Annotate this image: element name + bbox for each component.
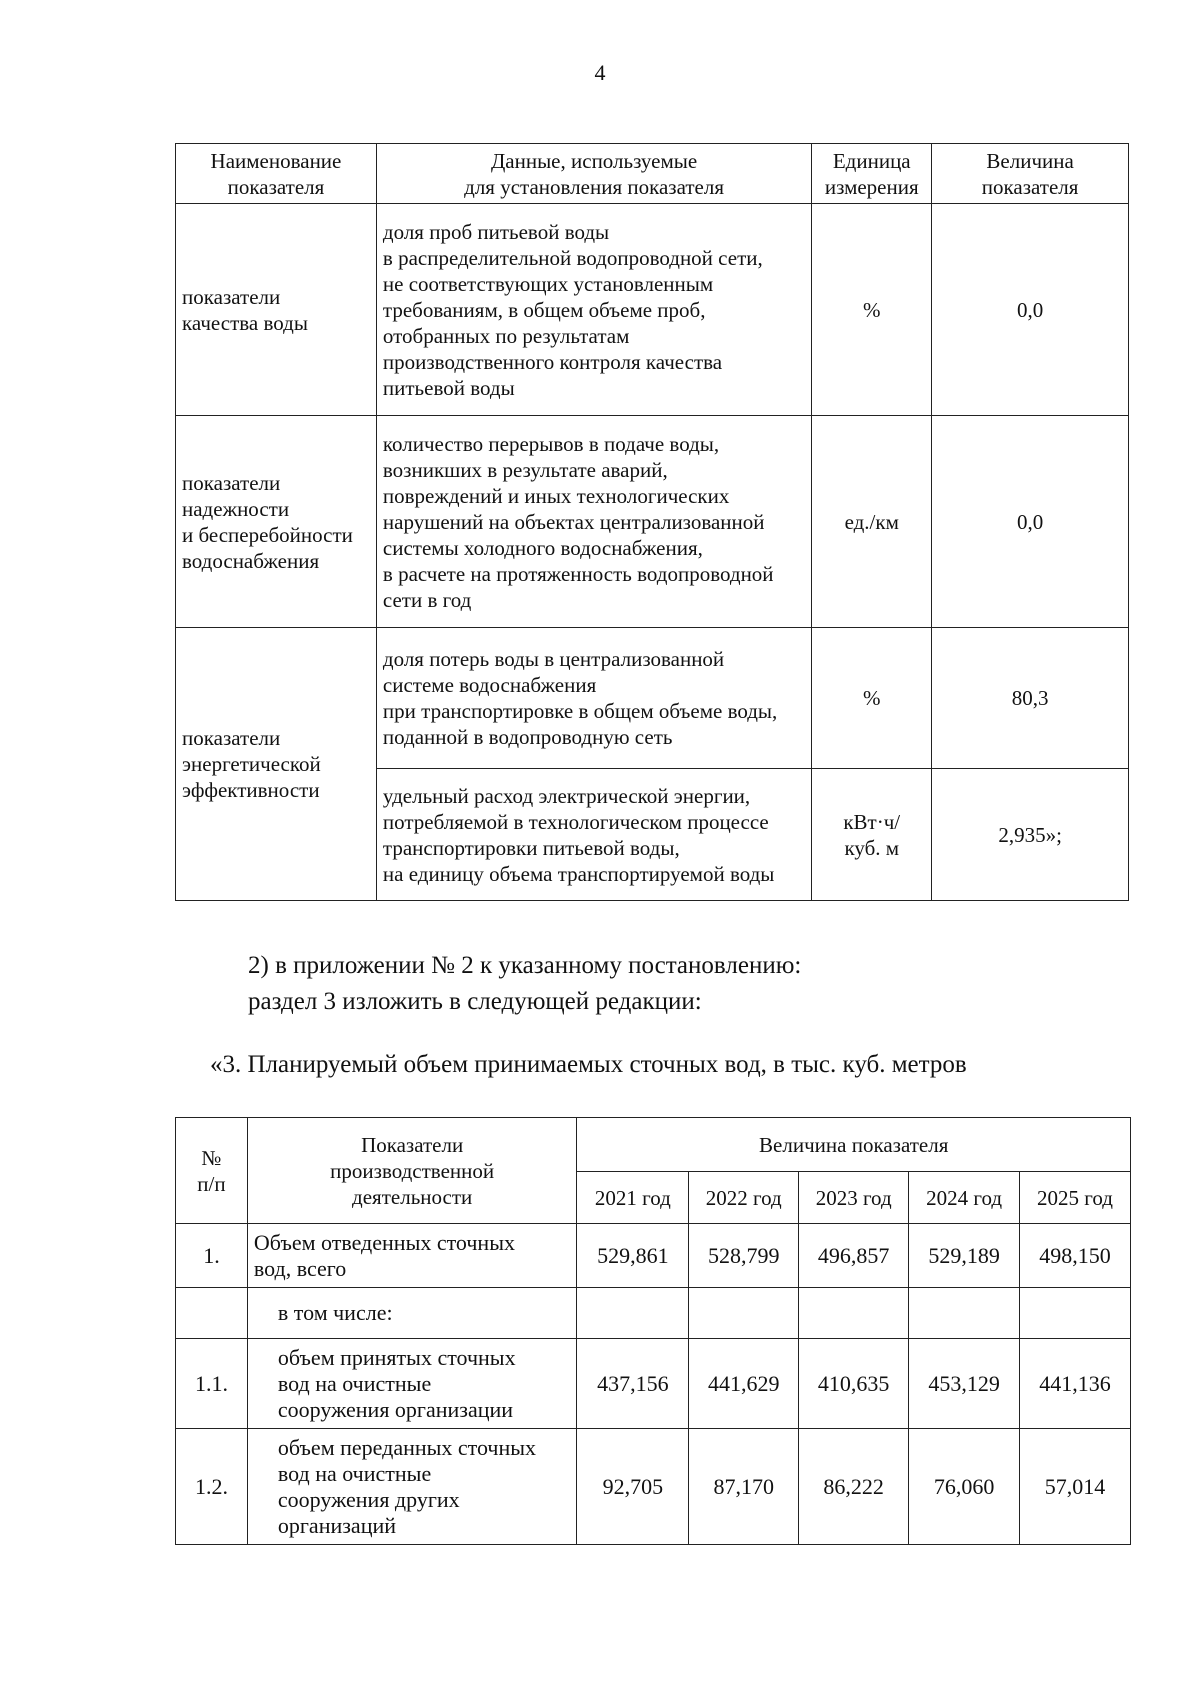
- table-row: [176, 204, 1129, 416]
- row-value: [689, 1288, 799, 1339]
- indicator-unit: кВт·ч/ куб. м: [812, 769, 932, 901]
- header-year: 2022 год: [689, 1172, 799, 1224]
- row-value: 92,705: [577, 1429, 689, 1545]
- wastewater-volume-table: [175, 1117, 1131, 1545]
- indicator-unit: %: [812, 204, 932, 416]
- indicators-table-header: [176, 144, 1129, 204]
- row-indicator: Объем отведенных сточных вод, всего: [247, 1224, 577, 1288]
- table-row: [176, 628, 1129, 769]
- header-value: Величина показателя: [932, 144, 1129, 204]
- indicator-data: доля потерь воды в централизованной системе водоснабжения при транспортировке в общем объеме воды, поданной в водопроводную сеть: [376, 628, 811, 769]
- table-row: [176, 1339, 1131, 1429]
- row-indicator: в том числе:: [247, 1288, 577, 1339]
- row-indicator: объем переданных сточных вод на очистные сооружения других организаций: [247, 1429, 577, 1545]
- row-value: 57,014: [1020, 1429, 1131, 1545]
- row-indicator: объем принятых сточных вод на очистные сооружения организации: [247, 1339, 577, 1429]
- wastewater-table-header: [176, 1118, 1131, 1172]
- row-value: 437,156: [577, 1339, 689, 1429]
- row-value: 498,150: [1020, 1224, 1131, 1288]
- indicator-unit: ед./км: [812, 416, 932, 628]
- indicator-value: 2,935»;: [932, 769, 1129, 901]
- header-year: 2021 год: [577, 1172, 689, 1224]
- amendment-paragraph-line-2: раздел 3 изложить в следующей редакции:: [248, 988, 702, 1015]
- header-year: 2024 год: [909, 1172, 1020, 1224]
- row-value: 528,799: [689, 1224, 799, 1288]
- row-value: 87,170: [689, 1429, 799, 1545]
- header-unit: Единица измерения: [812, 144, 932, 204]
- row-value: [577, 1288, 689, 1339]
- header-indicator: Показатели производственной деятельности: [247, 1118, 577, 1224]
- row-value: [1020, 1288, 1131, 1339]
- table-row: [176, 1288, 1131, 1339]
- indicator-value: 0,0: [932, 416, 1129, 628]
- indicators-table: [175, 143, 1129, 901]
- row-value: 529,189: [909, 1224, 1020, 1288]
- indicator-name: показатели энергетической эффективности: [176, 628, 377, 901]
- row-number: 1.1.: [176, 1339, 248, 1429]
- indicator-value: 0,0: [932, 204, 1129, 416]
- indicator-unit: %: [812, 628, 932, 769]
- row-value: 496,857: [799, 1224, 909, 1288]
- row-value: 410,635: [799, 1339, 909, 1429]
- row-value: 441,629: [689, 1339, 799, 1429]
- indicator-data: доля проб питьевой воды в распределительной водопроводной сети, не соответствующих установленным требованиям, в общем объеме проб, отобранных по результатам производственного контроля качества питьевой воды: [376, 204, 811, 416]
- header-row-number: № п/п: [176, 1118, 248, 1224]
- row-value: 86,222: [799, 1429, 909, 1545]
- row-number: 1.2.: [176, 1429, 248, 1545]
- header-year: 2025 год: [1020, 1172, 1131, 1224]
- section-title: «3. Планируемый объем принимаемых сточных вод, в тыс. куб. метров: [210, 1051, 967, 1078]
- amendment-paragraph-line-1: 2) в приложении № 2 к указанному постановлению:: [248, 952, 802, 979]
- header-year: 2023 год: [799, 1172, 909, 1224]
- row-value: 441,136: [1020, 1339, 1131, 1429]
- row-value: [799, 1288, 909, 1339]
- table-row: [176, 1429, 1131, 1545]
- indicator-name: показатели надежности и бесперебойности водоснабжения: [176, 416, 377, 628]
- header-value-group: Величина показателя: [577, 1118, 1131, 1172]
- row-value: 453,129: [909, 1339, 1020, 1429]
- indicator-data: количество перерывов в подаче воды, возникших в результате аварий, повреждений и иных технологических нарушений на объектах централизованной системы холодного водоснабжения, в расчете на протяженность водопроводной сети в год: [376, 416, 811, 628]
- indicator-value: 80,3: [932, 628, 1129, 769]
- row-value: 529,861: [577, 1224, 689, 1288]
- row-number: [176, 1288, 248, 1339]
- indicator-name: показатели качества воды: [176, 204, 377, 416]
- table-row: [176, 1224, 1131, 1288]
- page-number: 4: [594, 60, 606, 85]
- indicator-data: удельный расход электрической энергии, потребляемой в технологическом процессе транспортировки питьевой воды, на единицу объема транспортируемой воды: [376, 769, 811, 901]
- row-value: 76,060: [909, 1429, 1020, 1545]
- row-number: 1.: [176, 1224, 248, 1288]
- row-value: [909, 1288, 1020, 1339]
- header-indicator-name: Наименование показателя: [176, 144, 377, 204]
- table-row: [176, 416, 1129, 628]
- header-source-data: Данные, используемые для установления показателя: [376, 144, 811, 204]
